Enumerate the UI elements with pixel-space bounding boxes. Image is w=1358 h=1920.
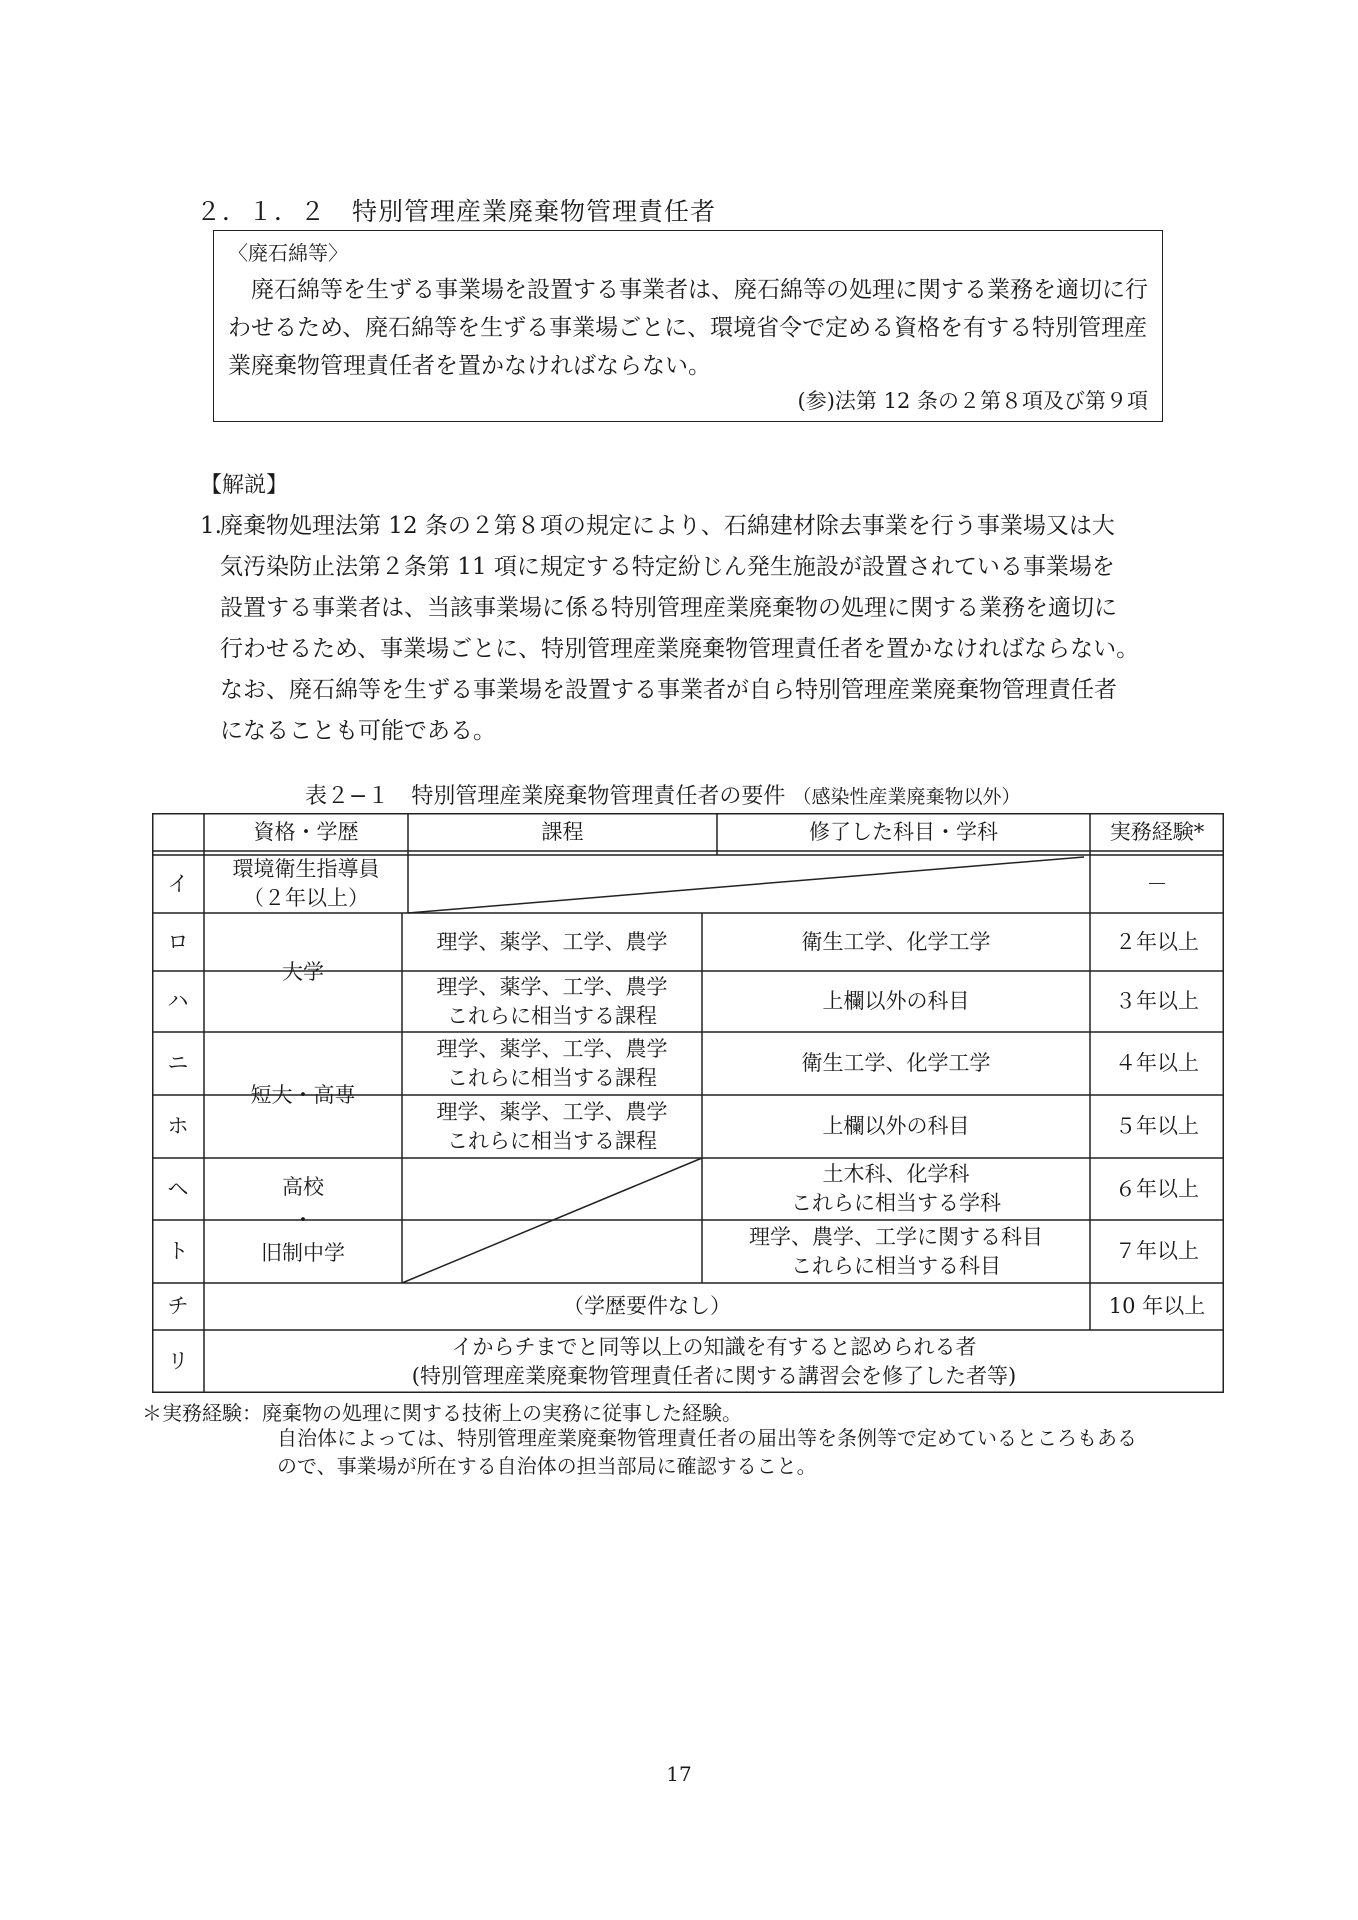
table-caption-title: 表２−１ 特別管理産業廃棄物管理責任者の要件	[305, 784, 786, 809]
row-id: ヘ	[167, 1176, 189, 1201]
commentary-number: 1.	[200, 513, 222, 539]
commentary-line: なお、廃石綿等を生ずる事業場を設置する事業者が自ら特別管理産業廃棄物管理責任者	[220, 677, 1117, 703]
experience-cell: ３年以上	[1115, 989, 1199, 1013]
experience-cell: ４年以上	[1115, 1051, 1199, 1075]
qualification-cell: （学歴要件なし）	[563, 1294, 731, 1318]
section-heading: ２．１．２ 特別管理産業廃棄物管理責任者	[196, 197, 717, 226]
qualification-cell: 高校 ・ 旧制中学	[261, 1175, 345, 1265]
row-id: イ	[167, 871, 189, 896]
course-cell: 理学、薬学、工学、農学 これらに相当する課程	[436, 974, 668, 1028]
commentary-title: 【解説】	[200, 473, 289, 498]
footnote-note-line: ので、事業場が所在する自治体の担当部局に確認すること。	[277, 1454, 817, 1478]
experience-cell: ５年以上	[1115, 1114, 1199, 1138]
law-box-reference: (参)法第 12 条の２第８項及び第９項	[797, 389, 1148, 413]
experience-cell: ２年以上	[1115, 929, 1199, 954]
subject-cell: 衛生工学、化学工学	[801, 929, 991, 954]
law-excerpt-box	[213, 230, 1163, 422]
commentary-line: 廃棄物処理法第 12 条の２第８項の規定により、石綿建材除去事業を行う事業場又は大	[220, 513, 1115, 539]
law-box-body: 廃石綿等を生ずる事業場を設置する事業者は、廃石綿等の処理に関する業務を適切に行わせるため、廃石綿等を生ずる事業場ごとに、環境省令で定める資格を有する特別管理産業廃棄物管理責任者を置かなければならない。	[228, 277, 1148, 379]
course-cell: 理学、薬学、工学、農学	[436, 929, 668, 954]
experience-cell: －	[1146, 871, 1168, 896]
requirements-table	[152, 813, 1224, 1393]
commentary-paragraph	[200, 506, 1185, 752]
page-number: 17	[666, 1762, 692, 1786]
law-box-label: 〈廃石綿等〉	[228, 241, 348, 265]
row-id: ハ	[167, 989, 189, 1013]
subject-cell: 上欄以外の科目	[822, 989, 970, 1013]
table-caption-note: （感染性産業廃棄物以外）	[792, 786, 1021, 808]
experience-cell: ７年以上	[1115, 1239, 1199, 1263]
footnote-note-line: 自治体によっては、特別管理産業廃棄物管理責任者の届出等を条例等で定めているところもある	[277, 1426, 1137, 1450]
commentary-line: 行わせるため、事業場ごとに、特別管理産業廃棄物管理責任者を置かなければならない。	[220, 636, 1140, 662]
header-course: 課程	[541, 819, 584, 844]
qualification-cell: 環境衛生指導員 （２年以上）	[232, 857, 380, 910]
row-id: ト	[167, 1239, 189, 1263]
commentary-line: 設置する事業者は、当該事業場に係る特別管理産業廃棄物の処理に関する業務を適切に	[220, 595, 1117, 621]
footnote-definition: ＊実務経験：廃棄物の処理に関する技術上の実務に従事した経験。	[142, 1401, 742, 1425]
row-id: ニ	[167, 1051, 189, 1075]
row-id: ホ	[167, 1114, 189, 1138]
commentary-line: になることも可能である。	[220, 718, 496, 744]
header-experience: 実務経験*	[1109, 819, 1205, 844]
header-qualification: 資格・学歴	[253, 819, 359, 844]
row-id: ロ	[167, 929, 189, 954]
subject-cell: 土木科、化学科 これらに相当する学科	[791, 1162, 1001, 1215]
header-subject: 修了した科目・学科	[809, 819, 998, 844]
row-id: リ	[167, 1349, 189, 1373]
diagonal-slash	[408, 857, 1084, 913]
experience-cell: 10 年以上	[1108, 1294, 1206, 1318]
qualification-cell: 短大・高専	[250, 1082, 356, 1107]
course-cell: 理学、薬学、工学、農学 これらに相当する課程	[436, 1036, 668, 1090]
commentary-line: 気汚染防止法第２条第 11 項に規定する特定紛じん発生施設が設置されている事業場を	[220, 554, 1115, 580]
table-caption	[305, 779, 1020, 810]
row-id: チ	[167, 1294, 189, 1318]
qualification-cell: イからチまでと同等以上の知識を有すると認められる者 (特別管理産業廃棄物管理責任者に関する講習会を修了した者等)	[411, 1334, 1017, 1388]
subject-cell: 衛生工学、化学工学	[801, 1051, 991, 1075]
qualification-cell: 大学	[282, 960, 324, 984]
subject-cell: 上欄以外の科目	[822, 1114, 970, 1138]
course-cell: 理学、薬学、工学、農学 これらに相当する課程	[436, 1099, 668, 1153]
subject-cell: 理学、農学、工学に関する科目 これらに相当する科目	[749, 1224, 1043, 1278]
experience-cell: ６年以上	[1115, 1176, 1199, 1201]
footnote-note	[277, 1424, 1137, 1480]
